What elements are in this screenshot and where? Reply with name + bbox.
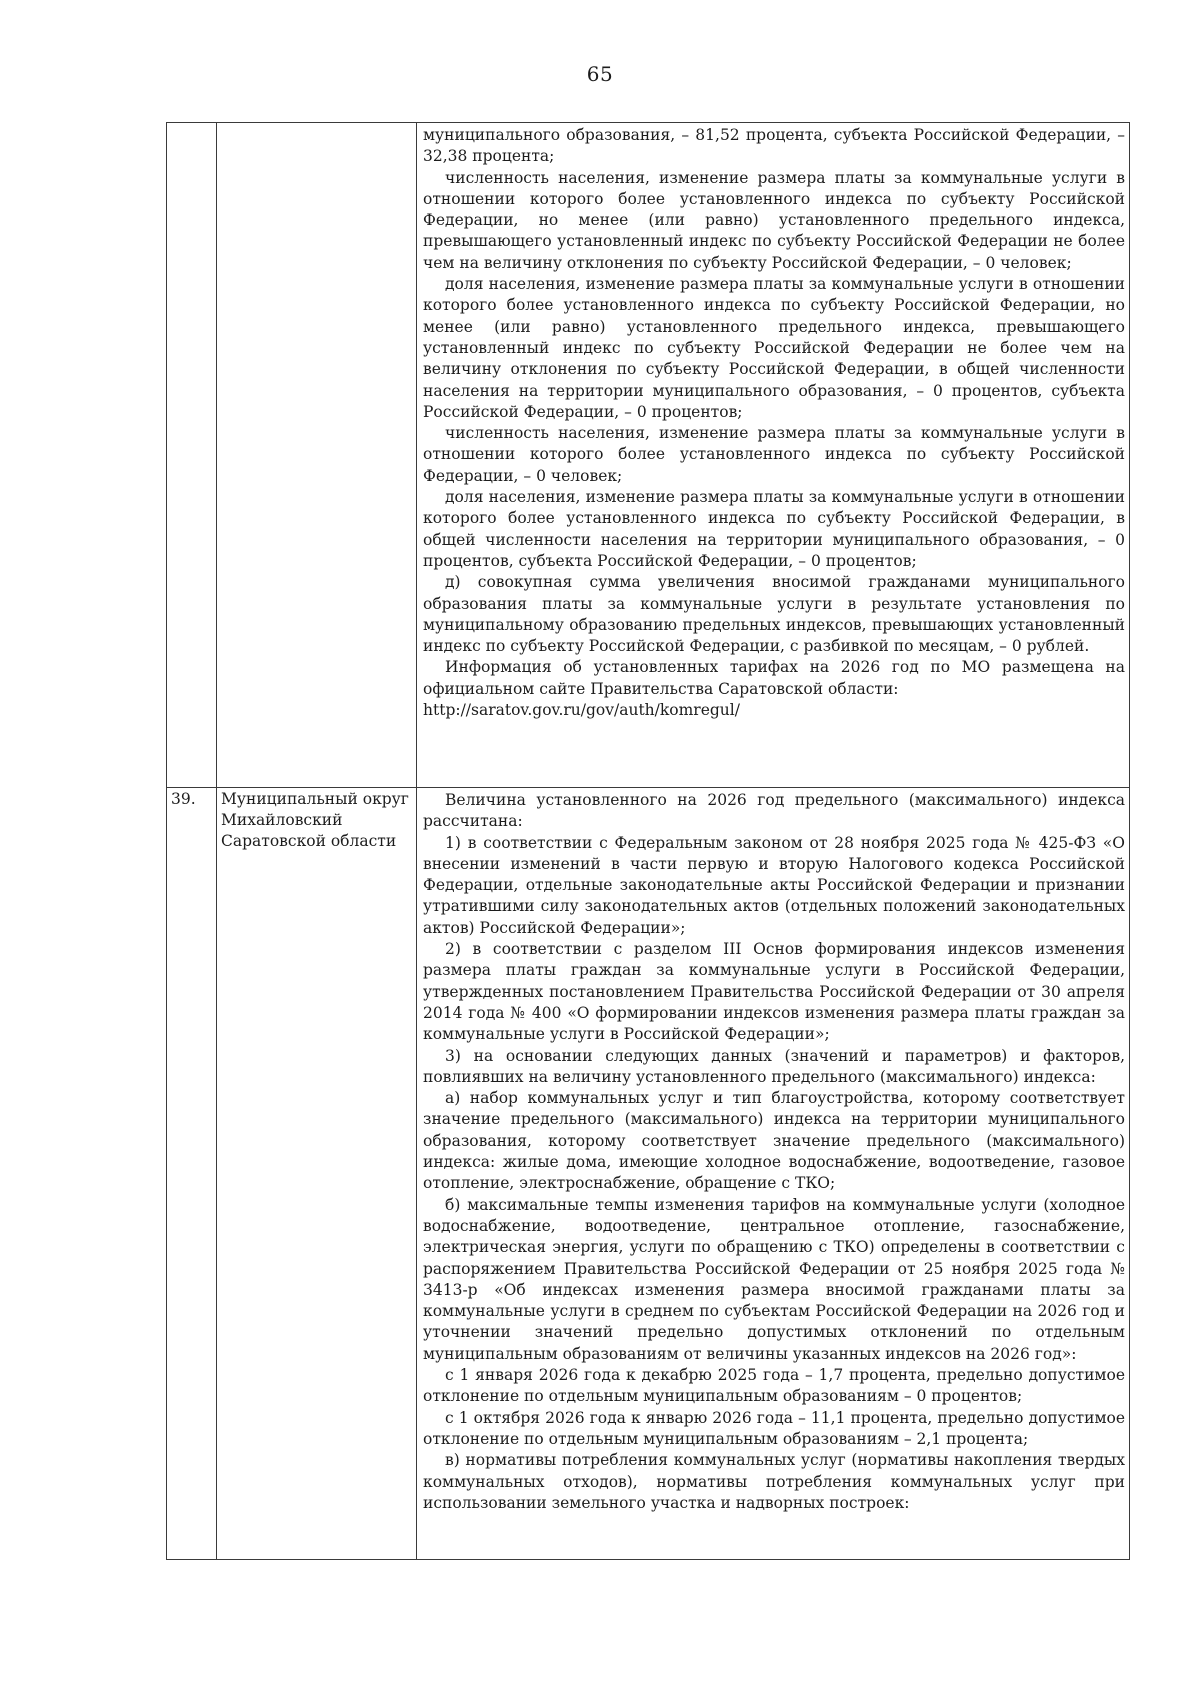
row-number-cell: 39. (167, 788, 217, 1560)
paragraph: численность населения, изменение размера платы за коммунальные услуги в отношении которого более установленного индекса по субъекту Российской Федерации, – 0 человек; (423, 424, 1125, 485)
paragraph: 3) на основании следующих данных (значений и параметров) и факторов, повлиявших на величину установленного предельного (максимального) индекса: (423, 1046, 1125, 1086)
paragraph: в) нормативы потребления коммунальных услуг (нормативы накопления твердых коммунальных отходов), нормативы потребления коммунальных услуг при использовании земельного участка и надворных построек: (423, 1451, 1125, 1512)
municipality-name-cell (217, 123, 417, 788)
paragraph: с 1 октября 2026 года к январю 2026 года – 11,1 процента, предельно допустимое отклонение по отдельным муниципальным образованиям – 2,1 процента; (423, 1408, 1125, 1448)
description-cell (417, 123, 1130, 788)
paragraph: численность населения, изменение размера платы за коммунальные услуги в отношении которого более установленного индекса по субъекту Российской Федерации, но менее (или равно) установленного предельного индекса, превышающего установленный индекс по субъекту Российской Федерации не более чем на величину отклонения по субъекту Российской Федерации, – 0 человек; (423, 168, 1125, 272)
paragraph: доля населения, изменение размера платы за коммунальные услуги в отношении которого более установленного индекса по субъекту Российской Федерации, но менее (или равно) установленного предельного индекса, превышающего установленный индекс по субъекту Российской Федерации не более чем на величину отклонения по субъекту Российской Федерации, в общей численности населения на территории муниципального образования, – 0 процентов, субъекта Российской Федерации, – 0 процентов; (423, 275, 1125, 421)
municipality-name-cell: Муниципальный округ Михайловский Саратовской области (217, 788, 417, 1560)
paragraph: д) совокупная сумма увеличения вносимой гражданами муниципального образования платы за коммунальные услуги в результате установления по муниципальному образованию предельных индексов, превышающих установленный индекс по субъекту Российской Федерации, с разбивкой по месяцам, – 0 рублей. (423, 573, 1125, 656)
paragraph: муниципального образования, – 81,52 процента, субъекта Российской Федерации, – 32,38 процента; (423, 126, 1125, 166)
paragraph: Информация об установленных тарифах на 2026 год по МО размещена на официальном сайте Правительства Саратовской области: (423, 658, 1125, 698)
table-row (167, 123, 1130, 788)
description-cell (417, 788, 1130, 1560)
paragraph: 2) в соответствии с разделом III Основ формирования индексов изменения размера платы граждан за коммунальные услуги в Российской Федерации, утвержденных постановлением Правительства Российской Федерации от 30 апреля 2014 года № 400 «О формировании индексов изменения размера платы граждан за коммунальные услуги в Российской Федерации»; (423, 940, 1125, 1044)
paragraph: а) набор коммунальных услуг и тип благоустройства, которому соответствует значение предельного (максимального) индекса на территории муниципального образования, которому соответствует значение предельного (максимального) индекса: жилые дома, имеющие холодное водоснабжение, водоотведение, газовое отопление, электроснабжение, обращение с ТКО; (423, 1089, 1125, 1193)
table-row (167, 788, 1130, 1560)
paragraph: б) максимальные темпы изменения тарифов на коммунальные услуги (холодное водоснабжение, водоотведение, центральное отопление, газоснабжение, электрическая энергия, услуги по обращению с ТКО) определены в соответствии с распоряжением Правительства Российской Федерации от 25 ноября 2025 года № 3413-р «Об индексах изменения размера вносимой гражданами платы за коммунальные услуги в среднем по субъектам Российской Федерации на 2026 год и уточнении значений предельно допустимых отклонений по отдельным муниципальным образованиям от величины указанных индексов на 2026 год»: (423, 1195, 1125, 1363)
document-table (166, 122, 1130, 1560)
paragraph: 1) в соответствии с Федеральным законом от 28 ноября 2025 года № 425-ФЗ «О внесении изменений в части первую и вторую Налогового кодекса Российской Федерации, отдельные законодательные акты Российской Федерации и признании утратившими силу законодательных актов (отдельных положений законодательных актов) Российской Федерации»; (423, 833, 1125, 937)
paragraph: Величина установленного на 2026 год предельного (максимального) индекса рассчитана: (423, 791, 1125, 831)
paragraph: доля населения, изменение размера платы за коммунальные услуги в отношении которого более установленного индекса по субъекту Российской Федерации, в общей численности населения на территории муниципального образования, – 0 процентов, субъекта Российской Федерации, – 0 процентов; (423, 488, 1125, 570)
row-number-cell (167, 123, 217, 788)
page-number: 65 (586, 62, 614, 86)
paragraph: с 1 января 2026 года к декабрю 2025 года – 1,7 процента, предельно допустимое отклонение по отдельным муниципальным образованиям – 0 процентов; (423, 1366, 1125, 1406)
tariff-info-link[interactable]: http://saratov.gov.ru/gov/auth/komregul/ (423, 701, 740, 720)
